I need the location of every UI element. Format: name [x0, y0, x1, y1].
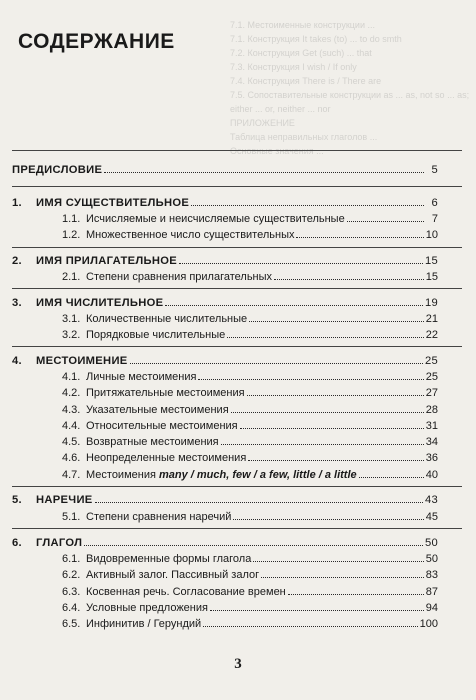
dot-leader [240, 428, 424, 429]
dot-leader [231, 412, 424, 413]
toc-section-title: ИМЯ ПРИЛАГАТЕЛЬНОЕ [36, 255, 177, 267]
bleed-line: ПРИЛОЖЕНИЕ [230, 118, 295, 128]
toc-item-number: 4.6. [62, 452, 81, 464]
toc-preface-title: ПРЕДИСЛОВИЕ [12, 164, 103, 176]
toc-item-page: 100 [419, 618, 438, 630]
toc-item-page: 22 [425, 329, 438, 341]
toc-item [62, 553, 438, 565]
toc-item-title: Косвенная речь. Согласование времен [86, 586, 286, 598]
toc-item-title: Порядковые числительные [86, 329, 226, 341]
toc-item-title: Исчисляемые и неисчисляемые существительные [86, 213, 345, 225]
dot-leader [130, 363, 423, 364]
toc-section-title: МЕСТОИМЕНИЕ [36, 355, 128, 367]
dot-leader [198, 379, 423, 380]
dot-leader [104, 172, 424, 173]
toc-item-page: 34 [425, 436, 438, 448]
toc-section-page: 6 [431, 197, 438, 209]
dot-leader [233, 519, 423, 520]
toc-item [62, 602, 438, 614]
toc-item-number: 4.3. [62, 404, 81, 416]
toc-item [62, 387, 438, 399]
toc-section [12, 255, 438, 267]
dot-leader [274, 279, 424, 280]
page-title: СОДЕРЖАНИЕ [18, 30, 175, 53]
toc-section-number: 4. [12, 355, 22, 367]
dot-leader [359, 477, 424, 478]
toc-section-page: 15 [424, 255, 438, 267]
toc-item-page: 7 [431, 213, 438, 225]
dot-leader [191, 205, 424, 206]
toc-item-number: 2.1. [62, 271, 81, 283]
toc-item-number: 6.1. [62, 553, 81, 565]
section-divider [12, 150, 462, 151]
dot-leader [253, 561, 423, 562]
toc-section-number: 2. [12, 255, 22, 267]
toc-item-title: Множественное число существительных [86, 229, 295, 241]
bleed-line: 7.4. Конструкция There is / There are [230, 76, 382, 86]
dot-leader [221, 444, 424, 445]
toc-item-title: Местоимения many / much, few / a few, little / a little [86, 469, 357, 481]
toc-item [62, 371, 438, 383]
toc-item-title: Неопределенные местоимения [86, 452, 247, 464]
toc-item [62, 213, 438, 225]
toc-item-page: 10 [425, 229, 438, 241]
toc-item-title: Возвратные местоимения [86, 436, 219, 448]
toc-section-title: НАРЕЧИЕ [36, 494, 93, 506]
toc-item-number: 6.5. [62, 618, 81, 630]
toc-item [62, 469, 438, 481]
toc-item-page: 36 [425, 452, 438, 464]
bleed-line: 7.1. Конструкция It takes (to) ... to do smth [230, 34, 402, 44]
section-divider [12, 186, 462, 187]
toc-item-title: Личные местоимения [86, 371, 197, 383]
toc-item-page: 21 [425, 313, 438, 325]
toc-item-title: Условные предложения [86, 602, 208, 614]
toc-item-number: 1.1. [62, 213, 81, 225]
bleed-line: 7.3. Конструкция I wish / If only [230, 62, 357, 72]
toc-section-page: 43 [424, 494, 438, 506]
dot-leader [247, 395, 424, 396]
toc-item [62, 313, 438, 325]
toc-item-number: 4.4. [62, 420, 81, 432]
toc-item-title: Притяжательные местоимения [86, 387, 245, 399]
toc-preface [12, 164, 438, 176]
toc-item-page: 28 [425, 404, 438, 416]
bleed-line: 7.5. Сопоставительные конструкции as ... as, not so ... as; [230, 90, 470, 100]
toc-item-number: 4.7. [62, 469, 81, 481]
dot-leader [288, 594, 424, 595]
section-divider [12, 346, 462, 347]
toc-item-page: 94 [425, 602, 438, 614]
dot-leader [261, 577, 424, 578]
toc-item-title: Указательные местоимения [86, 404, 229, 416]
toc-section-title: ИМЯ ЧИСЛИТЕЛЬНОЕ [36, 297, 164, 309]
toc-item-title: Степени сравнения наречий [86, 511, 232, 523]
toc-section-number: 6. [12, 537, 22, 549]
dot-leader [347, 221, 424, 222]
toc-preface-page: 5 [431, 164, 438, 176]
keyword-text: many / much, few / a few, little / a little [159, 469, 357, 481]
toc-item-number: 6.2. [62, 569, 81, 581]
section-divider [12, 288, 462, 289]
toc-item [62, 329, 438, 341]
toc-item-title: Степени сравнения прилагательных [86, 271, 273, 283]
toc-item [62, 436, 438, 448]
toc-item-page: 31 [425, 420, 438, 432]
section-divider [12, 486, 462, 487]
toc-section-number: 1. [12, 197, 22, 209]
toc-item [62, 586, 438, 598]
toc-item [62, 229, 438, 241]
toc-item [62, 569, 438, 581]
toc-section-number: 3. [12, 297, 22, 309]
toc-section-title: ГЛАГОЛ [36, 537, 83, 549]
toc-item-page: 50 [425, 553, 438, 565]
bleed-line: Основные значения ... [230, 146, 324, 156]
toc-item [62, 404, 438, 416]
toc-item-page: 45 [425, 511, 438, 523]
toc-item [62, 271, 438, 283]
toc-item-number: 3.1. [62, 313, 81, 325]
toc-section-number: 5. [12, 494, 22, 506]
toc-section-title: ИМЯ СУЩЕСТВИТЕЛЬНОЕ [36, 197, 190, 209]
toc-item [62, 452, 438, 464]
toc-item-number: 5.1. [62, 511, 81, 523]
toc-item-title: Видовременные формы глагола [86, 553, 252, 565]
dot-leader [296, 237, 423, 238]
dot-leader [227, 337, 424, 338]
toc-item-page: 87 [425, 586, 438, 598]
dot-leader [165, 305, 423, 306]
toc-item-page: 15 [425, 271, 438, 283]
toc-item-title: Инфинитив / Герундий [86, 618, 202, 630]
toc-item-title: Относительные местоимения [86, 420, 238, 432]
toc-item-page: 27 [425, 387, 438, 399]
toc-item [62, 511, 438, 523]
toc-item-page: 25 [425, 371, 438, 383]
section-divider [12, 247, 462, 248]
toc-item-title: Активный залог. Пассивный залог [86, 569, 260, 581]
dot-leader [95, 502, 423, 503]
toc-section [12, 355, 438, 367]
bleed-line: either ... or, neither ... nor [230, 104, 331, 114]
dot-leader [249, 321, 424, 322]
dot-leader [203, 626, 417, 627]
toc-item-number: 4.5. [62, 436, 81, 448]
toc-item-number: 4.1. [62, 371, 81, 383]
toc-item-number: 6.4. [62, 602, 81, 614]
dot-leader [179, 263, 423, 264]
toc-section-page: 25 [424, 355, 438, 367]
bleed-line: Таблица неправильных глаголов ... [230, 132, 378, 142]
toc-item-number: 3.2. [62, 329, 81, 341]
toc-item [62, 618, 438, 630]
dot-leader [210, 610, 424, 611]
dot-leader [248, 460, 423, 461]
dot-leader [84, 545, 423, 546]
toc-item-page: 83 [425, 569, 438, 581]
toc-item [62, 420, 438, 432]
toc-item-number: 1.2. [62, 229, 81, 241]
toc-section-page: 19 [424, 297, 438, 309]
section-divider [12, 528, 462, 529]
toc-section-page: 50 [424, 537, 438, 549]
page-number: 3 [234, 656, 242, 672]
toc-section [12, 494, 438, 506]
toc-item-number: 6.3. [62, 586, 81, 598]
bleed-line: 7.2. Конструкция Get (such) ... that [230, 48, 372, 58]
toc-item-page: 40 [425, 469, 438, 481]
toc-section [12, 197, 438, 209]
toc-item-number: 4.2. [62, 387, 81, 399]
bleed-line: 7.1. Местоименные конструкции ... [230, 20, 375, 30]
toc-item-title: Количественные числительные [86, 313, 248, 325]
toc-section [12, 297, 438, 309]
toc-section [12, 537, 438, 549]
